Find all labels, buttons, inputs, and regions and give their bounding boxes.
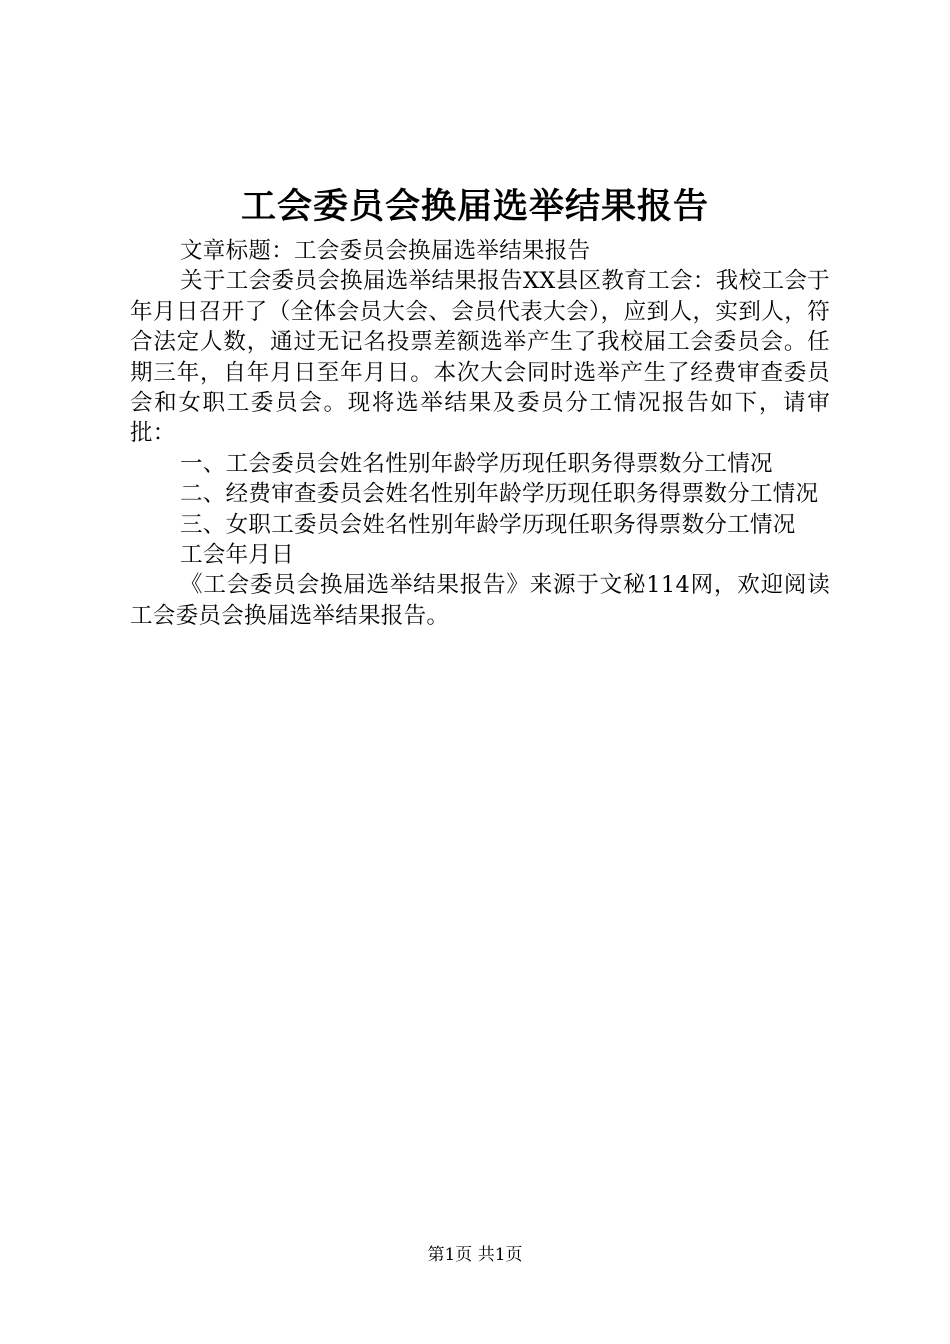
report-intro-paragraph: 关于工会委员会换届选举结果报告XX县区教育工会：我校工会于年月日召开了（全体会员大会、会员代表大会），应到人，实到人，符合法定人数，通过无记名投票差额选举产生了我校届工会委员会。任期三年，自年月日至年月日。本次大会同时选举产生了经费审查委员会和女职工委员会。现将选举结果及委员分工情况报告如下，请审批： (130, 268, 830, 447)
document-body (130, 236, 830, 631)
document-title: 工会委员会换届选举结果报告 (240, 186, 709, 227)
source-note-paragraph: 《工会委员会换届选举结果报告》来源于文秘114网，欢迎阅读工会委员会换届选举结果报告。 (130, 572, 830, 629)
section-two-heading: 二、经费审查委员会姓名性别年龄学历现任职务得票数分工情况 (180, 481, 819, 508)
section-three-heading: 三、女职工委员会姓名性别年龄学历现任职务得票数分工情况 (180, 511, 796, 538)
section-one-heading: 一、工会委员会姓名性别年龄学历现任职务得票数分工情况 (180, 450, 773, 477)
article-title-line: 文章标题：工会委员会换届选举结果报告 (180, 238, 591, 264)
signature-date-line: 工会年月日 (180, 542, 295, 569)
page-footer: 第1页 共1页 (427, 1245, 523, 1265)
